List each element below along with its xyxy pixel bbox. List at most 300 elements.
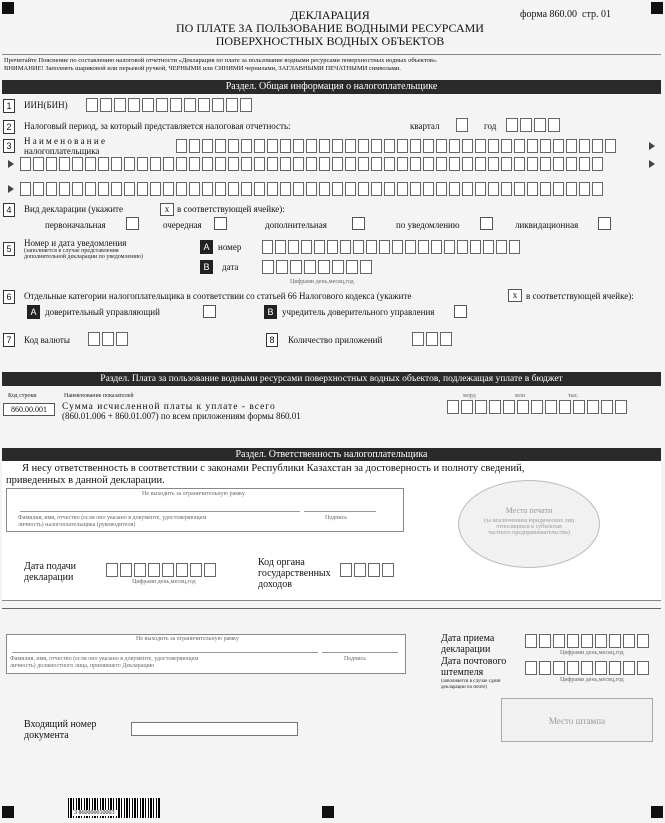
char-cell[interactable] bbox=[548, 118, 560, 132]
char-cell[interactable] bbox=[567, 661, 579, 675]
categories-tail: в соответствующей ячейке): bbox=[526, 291, 634, 301]
char-cell[interactable] bbox=[226, 98, 238, 112]
char-cell[interactable] bbox=[124, 157, 135, 171]
officer-fio-label-2: личность) должностного лица, принявшего Декларацию bbox=[10, 663, 155, 669]
continue-arrow-icon bbox=[649, 142, 655, 150]
char-cell[interactable] bbox=[267, 139, 278, 153]
char-cell[interactable] bbox=[20, 182, 31, 196]
notice-line-1: Прочитайте Пояснение по составлению налоговой отчетности «Декларация по плате за пользование водными ресурсами поверхностных водных объектов». bbox=[4, 57, 438, 64]
char-cell[interactable] bbox=[276, 260, 288, 274]
char-cell[interactable] bbox=[637, 661, 649, 675]
fio-label-2: личность) налогоплательщика (руководителя) bbox=[18, 522, 136, 528]
submit-date-label-1: Дата подачи bbox=[24, 561, 77, 572]
char-cell[interactable] bbox=[102, 332, 114, 346]
corner-mark-bottom-left bbox=[2, 806, 14, 818]
section-responsibility-header: Раздел. Ответственность налогоплательщика bbox=[2, 448, 661, 461]
char-cell[interactable] bbox=[566, 139, 577, 153]
field-number-7: 7 bbox=[3, 333, 15, 347]
corner-mark-bottom-mid bbox=[322, 806, 334, 818]
org-code-label-1: Код органа bbox=[258, 557, 305, 568]
char-cell[interactable] bbox=[525, 661, 537, 675]
char-cell[interactable] bbox=[449, 157, 460, 171]
char-cell[interactable] bbox=[332, 260, 344, 274]
char-cell[interactable] bbox=[176, 563, 188, 577]
char-cell[interactable] bbox=[190, 563, 202, 577]
char-cell[interactable] bbox=[440, 332, 452, 346]
char-cell[interactable] bbox=[514, 157, 525, 171]
footer-separator bbox=[2, 608, 661, 609]
section-payment-header: Раздел. Плата за пользование водными ресурсами поверхностных водных объектов, подлежащая уплате в бюджет bbox=[2, 372, 661, 386]
char-cell[interactable] bbox=[332, 182, 343, 196]
char-cell[interactable] bbox=[517, 400, 529, 414]
char-cell[interactable] bbox=[319, 182, 330, 196]
char-cell[interactable] bbox=[189, 157, 200, 171]
char-cell[interactable] bbox=[33, 182, 44, 196]
char-cell[interactable] bbox=[59, 157, 70, 171]
char-cell[interactable] bbox=[553, 661, 565, 675]
char-cell[interactable] bbox=[306, 139, 317, 153]
char-cell[interactable] bbox=[423, 182, 434, 196]
char-cell[interactable] bbox=[553, 157, 564, 171]
char-cell[interactable] bbox=[215, 139, 226, 153]
char-cell[interactable] bbox=[215, 182, 226, 196]
notice-date-hint: Цифрами день,месяц,год bbox=[290, 279, 354, 285]
char-cell[interactable] bbox=[198, 98, 210, 112]
char-cell[interactable] bbox=[475, 139, 486, 153]
fio-label-1: Фамилия, имя, отчество (если оно указано в документе, удостоверяющем bbox=[18, 515, 207, 521]
char-cell[interactable] bbox=[280, 139, 291, 153]
char-cell[interactable] bbox=[436, 157, 447, 171]
char-cell[interactable] bbox=[592, 182, 603, 196]
char-cell[interactable] bbox=[345, 157, 356, 171]
char-cell[interactable] bbox=[170, 98, 182, 112]
char-cell[interactable] bbox=[609, 634, 621, 648]
char-cell[interactable] bbox=[501, 139, 512, 153]
char-cell[interactable] bbox=[293, 182, 304, 196]
type-liquidation-checkbox[interactable] bbox=[598, 217, 611, 230]
continue-arrow-icon bbox=[8, 185, 14, 193]
char-cell[interactable] bbox=[142, 98, 154, 112]
submit-date-hint: Цифрами день,месяц,год bbox=[132, 579, 196, 585]
char-cell[interactable] bbox=[340, 563, 352, 577]
receive-date-label-1: Дата приема bbox=[441, 633, 495, 644]
seal-note: относящихся к субъектам bbox=[496, 524, 562, 530]
line-desc-1: Сумма исчисленной платы к уплате - всего bbox=[62, 402, 276, 412]
char-cell[interactable] bbox=[503, 400, 515, 414]
field-number-4: 4 bbox=[3, 203, 15, 217]
incoming-number-label-2: документа bbox=[24, 730, 69, 741]
char-cell[interactable] bbox=[525, 634, 537, 648]
char-cell[interactable] bbox=[319, 157, 330, 171]
postmark-date-input[interactable] bbox=[525, 661, 651, 675]
char-cell[interactable] bbox=[137, 157, 148, 171]
char-cell[interactable] bbox=[489, 400, 501, 414]
char-cell[interactable] bbox=[176, 157, 187, 171]
char-cell[interactable] bbox=[275, 240, 286, 254]
char-cell[interactable] bbox=[128, 98, 140, 112]
char-cell[interactable] bbox=[240, 98, 252, 112]
char-cell[interactable] bbox=[267, 182, 278, 196]
type-additional-checkbox[interactable] bbox=[352, 217, 365, 230]
char-cell[interactable] bbox=[592, 157, 603, 171]
char-cell[interactable] bbox=[392, 240, 403, 254]
char-cell[interactable] bbox=[114, 98, 126, 112]
char-cell[interactable] bbox=[462, 157, 473, 171]
char-cell[interactable] bbox=[623, 634, 635, 648]
char-cell[interactable] bbox=[254, 139, 265, 153]
char-cell[interactable] bbox=[262, 240, 273, 254]
type-label-initial: первоначальная bbox=[45, 220, 106, 230]
char-cell[interactable] bbox=[85, 157, 96, 171]
char-cell[interactable] bbox=[120, 563, 132, 577]
char-cell[interactable] bbox=[88, 332, 100, 346]
char-cell[interactable] bbox=[566, 157, 577, 171]
char-cell[interactable] bbox=[553, 182, 564, 196]
iin-input[interactable] bbox=[86, 98, 254, 112]
char-cell[interactable] bbox=[579, 182, 590, 196]
char-cell[interactable] bbox=[148, 563, 160, 577]
char-cell[interactable] bbox=[241, 139, 252, 153]
char-cell[interactable] bbox=[579, 157, 590, 171]
char-cell[interactable] bbox=[379, 240, 390, 254]
char-cell[interactable] bbox=[20, 157, 31, 171]
name-input-line-3[interactable] bbox=[20, 182, 605, 196]
char-cell[interactable] bbox=[514, 182, 525, 196]
char-cell[interactable] bbox=[332, 157, 343, 171]
type-regular-checkbox[interactable] bbox=[214, 217, 227, 230]
year-input[interactable] bbox=[506, 118, 562, 132]
currency-label: Код валюты bbox=[24, 335, 70, 345]
char-cell[interactable] bbox=[540, 139, 551, 153]
char-cell[interactable] bbox=[540, 182, 551, 196]
postmark-date-hint: Цифрами день,месяц,год bbox=[560, 677, 624, 683]
char-cell[interactable] bbox=[397, 182, 408, 196]
char-cell[interactable] bbox=[483, 240, 494, 254]
trustee-checkbox[interactable] bbox=[203, 305, 216, 318]
char-cell[interactable] bbox=[100, 98, 112, 112]
decl-type-tail: в соответствующей ячейке): bbox=[177, 204, 285, 214]
char-cell[interactable] bbox=[410, 139, 421, 153]
char-cell[interactable] bbox=[254, 182, 265, 196]
char-cell[interactable] bbox=[176, 182, 187, 196]
char-cell[interactable] bbox=[241, 182, 252, 196]
page-number: стр. 01 bbox=[582, 9, 611, 20]
char-cell[interactable] bbox=[436, 139, 447, 153]
char-cell[interactable] bbox=[371, 139, 382, 153]
officer-sign-label: Подпись bbox=[344, 656, 367, 662]
char-cell[interactable] bbox=[527, 157, 538, 171]
notice-number-label: номер bbox=[218, 242, 242, 252]
char-cell[interactable] bbox=[346, 260, 358, 274]
char-cell[interactable] bbox=[527, 182, 538, 196]
char-cell[interactable] bbox=[358, 139, 369, 153]
char-cell[interactable] bbox=[426, 332, 438, 346]
char-cell[interactable] bbox=[475, 400, 487, 414]
char-cell[interactable] bbox=[534, 118, 546, 132]
notice-number-input[interactable] bbox=[262, 240, 522, 254]
char-cell[interactable] bbox=[358, 157, 369, 171]
char-cell[interactable] bbox=[111, 157, 122, 171]
char-cell[interactable] bbox=[134, 563, 146, 577]
officer-sign-line bbox=[322, 652, 398, 653]
char-cell[interactable] bbox=[384, 157, 395, 171]
type-label-additional: дополнительная bbox=[265, 220, 327, 230]
field-number-8: 8 bbox=[266, 333, 278, 347]
char-cell[interactable] bbox=[353, 240, 364, 254]
char-cell[interactable] bbox=[553, 139, 564, 153]
type-notice-checkbox[interactable] bbox=[480, 217, 493, 230]
char-cell[interactable] bbox=[384, 139, 395, 153]
corner-mark-bottom-right bbox=[651, 806, 663, 818]
char-cell[interactable] bbox=[475, 182, 486, 196]
char-cell[interactable] bbox=[410, 157, 421, 171]
char-cell[interactable] bbox=[527, 139, 538, 153]
char-cell[interactable] bbox=[587, 400, 599, 414]
char-cell[interactable] bbox=[423, 157, 434, 171]
char-cell[interactable] bbox=[501, 157, 512, 171]
char-cell[interactable] bbox=[371, 182, 382, 196]
char-cell[interactable] bbox=[332, 139, 343, 153]
char-cell[interactable] bbox=[163, 157, 174, 171]
char-cell[interactable] bbox=[539, 634, 551, 648]
char-cell[interactable] bbox=[540, 157, 551, 171]
char-cell[interactable] bbox=[371, 157, 382, 171]
char-cell[interactable] bbox=[573, 400, 585, 414]
amount-input[interactable] bbox=[447, 400, 629, 414]
char-cell[interactable] bbox=[431, 240, 442, 254]
char-cell[interactable] bbox=[609, 661, 621, 675]
char-cell[interactable] bbox=[539, 661, 551, 675]
incoming-number-input[interactable] bbox=[131, 722, 298, 736]
char-cell[interactable] bbox=[327, 240, 338, 254]
receive-date-hint: Цифрами день,месяц,год bbox=[560, 650, 624, 656]
char-cell[interactable] bbox=[98, 157, 109, 171]
char-cell[interactable] bbox=[581, 661, 593, 675]
char-cell[interactable] bbox=[86, 98, 98, 112]
char-cell[interactable] bbox=[137, 182, 148, 196]
char-cell[interactable] bbox=[156, 98, 168, 112]
char-cell[interactable] bbox=[531, 400, 543, 414]
char-cell[interactable] bbox=[340, 240, 351, 254]
char-cell[interactable] bbox=[204, 563, 216, 577]
char-cell[interactable] bbox=[366, 240, 377, 254]
char-cell[interactable] bbox=[456, 118, 468, 132]
char-cell[interactable] bbox=[595, 661, 607, 675]
char-cell[interactable] bbox=[46, 157, 57, 171]
char-cell[interactable] bbox=[360, 260, 372, 274]
char-cell[interactable] bbox=[601, 400, 613, 414]
char-cell[interactable] bbox=[85, 182, 96, 196]
barcode-number: 3 860000010003 bbox=[74, 810, 115, 816]
char-cell[interactable] bbox=[150, 182, 161, 196]
char-cell[interactable] bbox=[488, 139, 499, 153]
char-cell[interactable] bbox=[98, 182, 109, 196]
char-cell[interactable] bbox=[293, 139, 304, 153]
char-cell[interactable] bbox=[382, 563, 394, 577]
char-cell[interactable] bbox=[496, 240, 507, 254]
type-initial-checkbox[interactable] bbox=[126, 217, 139, 230]
founder-checkbox[interactable] bbox=[454, 305, 467, 318]
char-cell[interactable] bbox=[553, 634, 565, 648]
char-cell[interactable] bbox=[637, 634, 649, 648]
char-cell[interactable] bbox=[189, 182, 200, 196]
char-cell[interactable] bbox=[615, 400, 627, 414]
char-cell[interactable] bbox=[345, 139, 356, 153]
currency-input[interactable] bbox=[88, 332, 130, 346]
char-cell[interactable] bbox=[397, 139, 408, 153]
receive-date-label-2: декларации bbox=[441, 644, 491, 655]
char-cell[interactable] bbox=[228, 139, 239, 153]
officer-fio-line bbox=[12, 652, 318, 653]
char-cell[interactable] bbox=[449, 139, 460, 153]
char-cell[interactable] bbox=[444, 240, 455, 254]
submit-date-input[interactable] bbox=[106, 563, 218, 577]
char-cell[interactable] bbox=[202, 182, 213, 196]
name-input-line-1[interactable] bbox=[176, 139, 618, 153]
char-cell[interactable] bbox=[314, 240, 325, 254]
char-cell[interactable] bbox=[405, 240, 416, 254]
notice-date-label: дата bbox=[222, 262, 239, 272]
char-cell[interactable] bbox=[301, 240, 312, 254]
char-cell[interactable] bbox=[306, 182, 317, 196]
char-cell[interactable] bbox=[475, 157, 486, 171]
attachments-label: Количество приложений bbox=[288, 335, 383, 345]
char-cell[interactable] bbox=[506, 118, 518, 132]
char-cell[interactable] bbox=[202, 157, 213, 171]
char-cell[interactable] bbox=[423, 139, 434, 153]
char-cell[interactable] bbox=[488, 182, 499, 196]
postmark-label-1: Дата почтового bbox=[441, 656, 507, 667]
attachments-input[interactable] bbox=[412, 332, 454, 346]
char-cell[interactable] bbox=[462, 139, 473, 153]
char-cell[interactable] bbox=[462, 182, 473, 196]
char-cell[interactable] bbox=[116, 332, 128, 346]
char-cell[interactable] bbox=[368, 563, 380, 577]
char-cell[interactable] bbox=[280, 182, 291, 196]
char-cell[interactable] bbox=[488, 157, 499, 171]
char-cell[interactable] bbox=[111, 182, 122, 196]
char-cell[interactable] bbox=[241, 157, 252, 171]
char-cell[interactable] bbox=[215, 157, 226, 171]
line-desc-2: (860.01.006 + 860.01.007) по всем приложениям формы 860.01 bbox=[62, 411, 301, 421]
char-cell[interactable] bbox=[176, 139, 187, 153]
char-cell[interactable] bbox=[293, 157, 304, 171]
char-cell[interactable] bbox=[163, 182, 174, 196]
char-cell[interactable] bbox=[358, 182, 369, 196]
char-cell[interactable] bbox=[410, 182, 421, 196]
quarter-input[interactable] bbox=[456, 118, 470, 132]
char-cell[interactable] bbox=[520, 118, 532, 132]
char-cell[interactable] bbox=[581, 634, 593, 648]
corner-mark-top-left bbox=[2, 2, 14, 14]
name-input-line-2[interactable] bbox=[20, 157, 605, 171]
char-cell[interactable] bbox=[288, 240, 299, 254]
char-cell[interactable] bbox=[457, 240, 468, 254]
char-cell[interactable] bbox=[592, 139, 603, 153]
char-cell[interactable] bbox=[202, 139, 213, 153]
char-cell[interactable] bbox=[254, 157, 265, 171]
char-cell[interactable] bbox=[72, 157, 83, 171]
label-b: B bbox=[200, 260, 213, 274]
char-cell[interactable] bbox=[461, 400, 473, 414]
char-cell[interactable] bbox=[189, 139, 200, 153]
char-cell[interactable] bbox=[162, 563, 174, 577]
char-cell[interactable] bbox=[354, 563, 366, 577]
char-cell[interactable] bbox=[306, 157, 317, 171]
char-cell[interactable] bbox=[262, 260, 274, 274]
char-cell[interactable] bbox=[318, 260, 330, 274]
char-cell[interactable] bbox=[345, 182, 356, 196]
char-cell[interactable] bbox=[514, 139, 525, 153]
field-number-2: 2 bbox=[3, 120, 15, 134]
x-sample-box: x bbox=[508, 289, 522, 302]
char-cell[interactable] bbox=[384, 182, 395, 196]
responsibility-line-2: приведенных в данной декларации. bbox=[6, 475, 165, 486]
sign-line bbox=[304, 511, 376, 512]
receive-date-input[interactable] bbox=[525, 634, 651, 648]
incoming-number-label-1: Входящий номер bbox=[24, 719, 97, 730]
char-cell[interactable] bbox=[447, 400, 459, 414]
char-cell[interactable] bbox=[150, 157, 161, 171]
title-line: ПО ПЛАТЕ ЗА ПОЛЬЗОВАНИЕ ВОДНЫМИ РЕСУРСАМИ bbox=[176, 21, 484, 35]
char-cell[interactable] bbox=[46, 182, 57, 196]
mlrd-label: млрд bbox=[463, 393, 476, 399]
char-cell[interactable] bbox=[397, 157, 408, 171]
char-cell[interactable] bbox=[212, 98, 224, 112]
char-cell[interactable] bbox=[579, 139, 590, 153]
char-cell[interactable] bbox=[449, 182, 460, 196]
decl-type-label: Вид декларации (укажите bbox=[24, 204, 123, 214]
char-cell[interactable] bbox=[595, 634, 607, 648]
char-cell[interactable] bbox=[418, 240, 429, 254]
char-cell[interactable] bbox=[436, 182, 447, 196]
char-cell[interactable] bbox=[559, 400, 571, 414]
char-cell[interactable] bbox=[412, 332, 424, 346]
char-cell[interactable] bbox=[124, 182, 135, 196]
char-cell[interactable] bbox=[106, 563, 118, 577]
char-cell[interactable] bbox=[228, 157, 239, 171]
char-cell[interactable] bbox=[267, 157, 278, 171]
char-cell[interactable] bbox=[501, 182, 512, 196]
char-cell[interactable] bbox=[290, 260, 302, 274]
char-cell[interactable] bbox=[470, 240, 481, 254]
char-cell[interactable] bbox=[304, 260, 316, 274]
seal-placeholder bbox=[458, 480, 600, 568]
char-cell[interactable] bbox=[184, 98, 196, 112]
char-cell[interactable] bbox=[319, 139, 330, 153]
char-cell[interactable] bbox=[72, 182, 83, 196]
char-cell[interactable] bbox=[605, 139, 616, 153]
char-cell[interactable] bbox=[509, 240, 520, 254]
char-cell[interactable] bbox=[545, 400, 557, 414]
char-cell[interactable] bbox=[567, 634, 579, 648]
field-number-6: 6 bbox=[3, 290, 15, 304]
type-label-regular: очередная bbox=[163, 220, 202, 230]
col-code-label: Код строки bbox=[8, 393, 37, 399]
notice-date-input[interactable] bbox=[262, 260, 374, 274]
officer-fio-label-1: Фамилия, имя, отчество (если оно указано в документе, удостоверяющем bbox=[10, 656, 199, 662]
char-cell[interactable] bbox=[566, 182, 577, 196]
char-cell[interactable] bbox=[59, 182, 70, 196]
fio-line bbox=[20, 511, 300, 512]
char-cell[interactable] bbox=[623, 661, 635, 675]
x-sample-box: x bbox=[160, 203, 174, 216]
mln-label: млн bbox=[515, 393, 526, 399]
org-code-input[interactable] bbox=[340, 563, 396, 577]
char-cell[interactable] bbox=[280, 157, 291, 171]
char-cell[interactable] bbox=[228, 182, 239, 196]
char-cell[interactable] bbox=[33, 157, 44, 171]
